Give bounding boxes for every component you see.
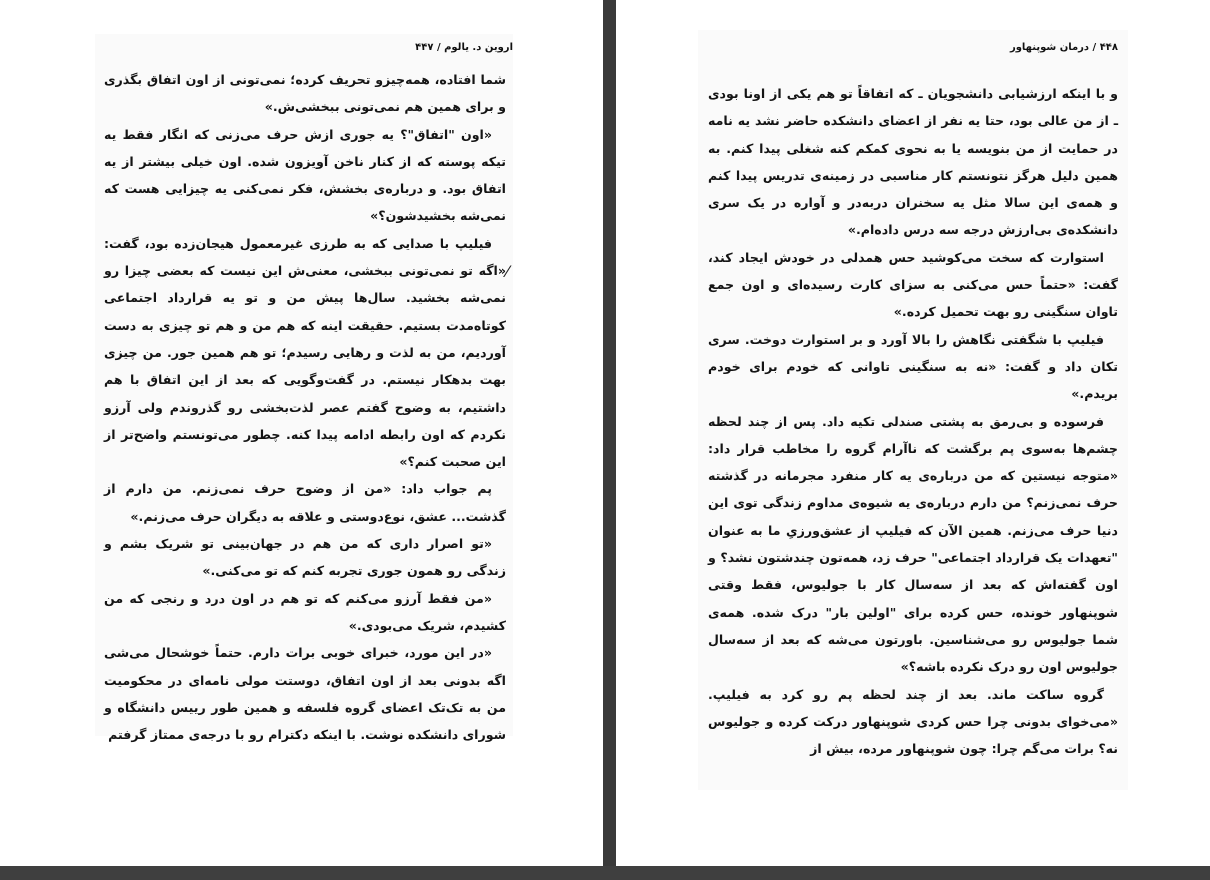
right-paragraph-3: فیلیپ با شگفتی نگاهش را بالا آورد و بر استوارت دوخت. سری تکان داد و گفت: «نه به سنگینی تاوانی که خودم برای خودم بریدم.» <box>708 331 1118 402</box>
right-page <box>616 0 1210 866</box>
left-paragraph-4: پم جواب داد: «من از وضوح حرف نمی‌زنم. من دارم از گذشت... عشق، نوع‌دوستی و علاقه به دیگران حرف می‌زنم.» <box>104 481 506 524</box>
right-body-text <box>708 80 1118 762</box>
left-paragraph-6: «من فقط آرزو می‌کنم که تو هم در اون درد و رنجی که من کشیدم، شریک می‌بودی.» <box>104 590 506 633</box>
right-paragraph-5: گروه ساکت ماند. بعد از چند لحظه پم رو کرد به فیلیپ. «می‌خوای بدونی چرا حس کردی شوپنهاور درکت کرده و جولیوس نه؟ برات می‌گم چرا: چون شوپنهاور مرده، بیش از <box>708 686 1118 757</box>
right-running-head: ۴۴۸ / درمان شوپنهاور <box>1009 42 1118 53</box>
viewer-bottom-bar <box>0 866 1210 880</box>
left-paragraph-2: «اون "اتفاق"؟ یه جوری ازش حرف می‌زنی که انگار فقط یه تیکه پوسته که از کنار ناخن آویزون شده. اون خیلی بیشتر از یه اتفاق بود. و درباره‌ی بخشش، فکر نمی‌کنی یه چیزایی هست که نمی‌شه بخشیدشون؟» <box>104 126 506 224</box>
left-paragraph-7: «در این مورد، خبرای خوبی برات دارم. حتماً خوشحال می‌شی اگه بدونی بعد از اون اتفاق، دوستت مولی نامه‌ای در محکومیت من به تک‌تک اعضای گروه فلسفه و همین طور رییس دانشگاه و شورای دانشکده نوشت. با اینکه دکترام رو با درجه‌ی ممتاز گرفتم <box>104 645 506 743</box>
right-paragraph-4: فرسوده و بی‌رمق به پشتی صندلی تکیه داد. پس از چند لحظه چشم‌ها به‌سوی پم برگشت که ناآرام گروه را مخاطب قرار داد: «متوجه نیستین که من درباره‌ی یه کار منفرد مجرمانه در گذشته حرف نمی‌زنم؟ من دارم درباره‌ی یه شیوه‌ی مداوم زندگی توی این دنیا حرف می‌زنم. همین الآن که فیلیپ از عشق‌ورزیِ ما به عنوان "تعهدات یک قرارداد اجتماعی" حرف زد، همه‌تون چندشتون نشد؟ و اون گفته‌اش که بعد از سه‌سال کار با جولیوس، فقط وقتی شوپنهاور خونده، حس کرده برای "اولین بار" درک شده. همه‌ی شما جولیوس رو می‌شناسین. باورتون می‌شه که بعد از سه‌سال جولیوس اون رو درک نکرده باشه؟» <box>708 413 1118 675</box>
page-gutter <box>603 0 616 880</box>
margin-annotation-mark: ⁄ <box>506 262 509 281</box>
left-running-head: اروین د. یالوم / ۴۴۷ <box>415 42 513 53</box>
left-paragraph-3: فیلیپ با صدایی که به طرزی غیرمعمول هیجان‌زده بود، گفت: «اگه تو نمی‌تونی ببخشی، معنی‌ش این نیست که بعضی چیزا رو نمی‌شه بخشید. سال‌ها پیش من و تو یه قرارداد اجتماعی کوتاه‌مدت بستیم. حقیقت اینه که هم من و هم تو چیزی به دست آوردیم، من به لذت و رهایی رسیدم؛ تو هم همین جور. من چیزی بهت بدهکار نیستم. در گفت‌وگویی که بعد از این اتفاق با هم داشتیم، به وضوح گفتم عصر لذت‌بخشی رو گذروندم ولی آرزو نکردم که اون رابطه ادامه پیدا کنه. چطور می‌تونستم واضح‌تر از این صحبت کنم؟» <box>104 235 506 470</box>
right-paragraph-1: و با اینکه ارزشیابی دانشجویان ـ که اتفاقاً تو هم یکی از اونا بودی ـ از من عالی بود، حتا یه نفر از اعضای دانشکده حاضر نشد یه نامه در حمایت از من بنویسه یا به نحوی کمکم کنه شغلی پیدا کنم. به همین دلیل هرگز نتونستم کار مناسبی در زمینه‌ی تدریس پیدا کنم و همه‌ی این سالا مثل یه سخنران دربه‌در و آواره در یک سری دانشکده‌ی بی‌ارزش درجه سه درس داده‌ام.» <box>708 86 1118 238</box>
left-page <box>0 0 603 866</box>
right-paragraph-2: استوارت که سخت می‌کوشید حس همدلی در خودش ایجاد کند، گفت: «حتماً حس می‌کنی به سزای کارت رسیده‌ای و اون جمع تاوان سنگینی رو بهت تحمیل کرده.» <box>708 249 1118 320</box>
left-paragraph-1: شما افتاده، همه‌چیزو تحریف کرده؛ نمی‌تونی از اون اتفاق بگذری و برای همین هم نمی‌تونی ببخشی‌ش.» <box>104 72 506 115</box>
left-body-text <box>104 66 506 748</box>
left-paragraph-5: «تو اصرار داری که من هم در جهان‌بینی تو شریک بشم و زندگی رو همون جوری تجربه کنم که تو می‌کنی.» <box>104 536 506 579</box>
